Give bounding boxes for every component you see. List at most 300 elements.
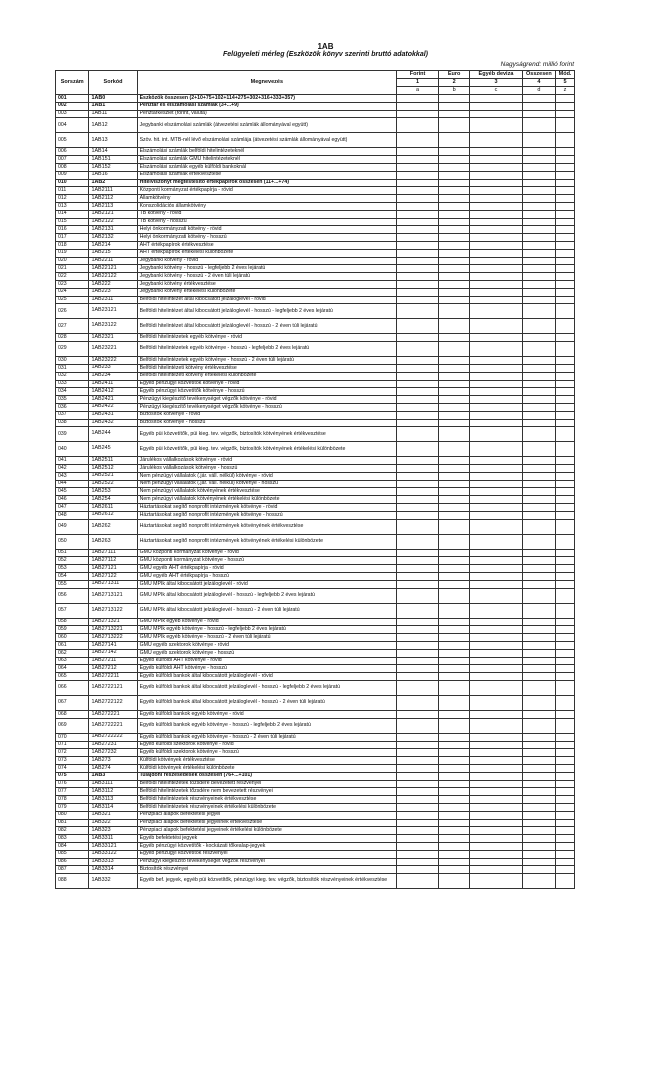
row-name: Egyéb külföldi ÁHT kötvénye - hosszú (137, 665, 397, 673)
value-euro (438, 102, 469, 110)
value-euro (438, 780, 469, 788)
table-row (56, 588, 575, 603)
row-number: 071 (56, 741, 89, 749)
value-mod (556, 296, 575, 304)
value-egyeb-deviza (470, 179, 522, 187)
value-osszesen (522, 580, 555, 588)
value-egyeb-deviza (470, 102, 522, 110)
value-mod (556, 133, 575, 148)
value-osszesen (522, 827, 555, 835)
row-number: 027 (56, 319, 89, 334)
value-forint (397, 241, 439, 249)
row-code: 1AB2432 (89, 419, 137, 427)
row-code: 1AB0 (89, 95, 137, 103)
row-number: 064 (56, 665, 89, 673)
row-code: 1AB245 (89, 442, 137, 457)
row-number: 039 (56, 427, 89, 442)
value-forint (397, 288, 439, 296)
table-row (56, 273, 575, 281)
value-forint (397, 511, 439, 519)
value-osszesen (522, 504, 555, 512)
row-name: GMU egyéb ÁHT értékpapírja - hosszú (137, 573, 397, 581)
value-forint (397, 472, 439, 480)
row-name: Belföldi hitelintézetek egyéb kötvénye - hosszú - legfeljebb 2 éves lejáratú (137, 342, 397, 357)
value-egyeb-deviza (470, 273, 522, 281)
value-osszesen (522, 549, 555, 557)
value-forint (397, 866, 439, 874)
table-row (56, 396, 575, 404)
value-egyeb-deviza (470, 733, 522, 741)
value-osszesen (522, 788, 555, 796)
value-mod (556, 319, 575, 334)
value-forint (397, 780, 439, 788)
value-mod (556, 396, 575, 404)
table-row (56, 110, 575, 118)
value-euro (438, 511, 469, 519)
row-code: 1AB151 (89, 156, 137, 164)
row-name: Jegybanki kötvény - rövid (137, 257, 397, 265)
header-sorkod: Sorkód (89, 71, 137, 95)
row-code: 1AB2 (89, 179, 137, 187)
value-osszesen (522, 265, 555, 273)
value-euro (438, 711, 469, 719)
value-forint (397, 133, 439, 148)
row-name: Háztartásokat segítő nonprofit intézmények kötvénye - hosszú (137, 511, 397, 519)
row-number: 048 (56, 511, 89, 519)
row-number: 050 (56, 534, 89, 549)
table-row (56, 179, 575, 187)
value-mod (556, 304, 575, 319)
table-row (56, 772, 575, 780)
value-egyeb-deviza (470, 788, 522, 796)
value-euro (438, 257, 469, 265)
row-number: 045 (56, 488, 89, 496)
value-mod (556, 110, 575, 118)
value-osszesen (522, 557, 555, 565)
row-code: 1AB3314 (89, 866, 137, 874)
value-mod (556, 273, 575, 281)
value-forint (397, 749, 439, 757)
row-number: 008 (56, 163, 89, 171)
row-name: Egyéb befektetési jegyek (137, 835, 397, 843)
value-forint (397, 711, 439, 719)
row-code: 1AB2131 (89, 226, 137, 234)
row-code: 1AB2211 (89, 257, 137, 265)
value-euro (438, 504, 469, 512)
value-mod (556, 342, 575, 357)
table-row (56, 741, 575, 749)
value-euro (438, 827, 469, 835)
row-number: 035 (56, 396, 89, 404)
row-code: 1AB2113 (89, 202, 137, 210)
row-name: Belföldi hitelintézetek tőzsdére bevezetett részvényei (137, 780, 397, 788)
row-number: 057 (56, 603, 89, 618)
value-mod (556, 673, 575, 681)
row-code: 1AB332 (89, 874, 137, 889)
table-row (56, 673, 575, 681)
value-egyeb-deviza (470, 642, 522, 650)
value-forint (397, 195, 439, 203)
value-egyeb-deviza (470, 202, 522, 210)
value-mod (556, 618, 575, 626)
value-euro (438, 565, 469, 573)
value-osszesen (522, 419, 555, 427)
table-row (56, 288, 575, 296)
row-code: 1AB27122 (89, 573, 137, 581)
value-mod (556, 357, 575, 365)
value-mod (556, 733, 575, 741)
row-name: Egyéb püi közvetítők, püi kieg. tev. végzők, biztosítók kötvényének értékvesztése (137, 427, 397, 442)
table-row (56, 626, 575, 634)
value-egyeb-deviza (470, 827, 522, 835)
row-code: 1AB321 (89, 811, 137, 819)
row-number: 004 (56, 118, 89, 133)
table-row (56, 850, 575, 858)
value-forint (397, 796, 439, 804)
table-row (56, 819, 575, 827)
value-mod (556, 102, 575, 110)
value-forint (397, 148, 439, 156)
value-mod (556, 772, 575, 780)
row-number: 060 (56, 634, 89, 642)
row-number: 002 (56, 102, 89, 110)
value-egyeb-deviza (470, 195, 522, 203)
table-row (56, 788, 575, 796)
row-number: 012 (56, 195, 89, 203)
value-osszesen (522, 388, 555, 396)
value-euro (438, 202, 469, 210)
value-forint (397, 549, 439, 557)
header-forint: Forint (397, 71, 439, 79)
header-row-labels (56, 71, 575, 79)
value-egyeb-deviza (470, 588, 522, 603)
value-mod (556, 195, 575, 203)
value-mod (556, 858, 575, 866)
table-row (56, 519, 575, 534)
value-mod (556, 288, 575, 296)
row-name: Egyéb külföldi bankok egyéb kötvénye - hosszú - legfeljebb 2 éves lejáratú (137, 718, 397, 733)
row-code: 1AB254 (89, 496, 137, 504)
row-code: 1AB274 (89, 765, 137, 773)
value-forint (397, 588, 439, 603)
row-number: 087 (56, 866, 89, 874)
row-name: Belföldi hitelintézeti kötvény értékelési különbözete (137, 372, 397, 380)
table-row (56, 457, 575, 465)
value-osszesen (522, 811, 555, 819)
row-number: 068 (56, 711, 89, 719)
table-row (56, 133, 575, 148)
table-row (56, 296, 575, 304)
value-egyeb-deviza (470, 696, 522, 711)
row-code: 1AB2722121 (89, 681, 137, 696)
value-mod (556, 788, 575, 796)
value-egyeb-deviza (470, 296, 522, 304)
value-euro (438, 858, 469, 866)
value-euro (438, 427, 469, 442)
row-code: 1AB272221 (89, 711, 137, 719)
value-forint (397, 442, 439, 457)
row-number: 040 (56, 442, 89, 457)
value-mod (556, 465, 575, 473)
table-row (56, 257, 575, 265)
value-egyeb-deviza (470, 496, 522, 504)
balance-sheet-table (55, 70, 575, 889)
row-code: 1AB14 (89, 148, 137, 156)
value-mod (556, 202, 575, 210)
row-code: 1AB2431 (89, 411, 137, 419)
value-osszesen (522, 618, 555, 626)
value-egyeb-deviza (470, 665, 522, 673)
table-row (56, 874, 575, 889)
row-code: 1AB13 (89, 133, 137, 148)
value-forint (397, 210, 439, 218)
value-mod (556, 218, 575, 226)
value-osszesen (522, 249, 555, 257)
table-row (56, 580, 575, 588)
value-forint (397, 273, 439, 281)
value-mod (556, 804, 575, 812)
value-osszesen (522, 372, 555, 380)
value-osszesen (522, 226, 555, 234)
value-mod (556, 226, 575, 234)
row-number: 059 (56, 626, 89, 634)
value-osszesen (522, 749, 555, 757)
value-osszesen (522, 442, 555, 457)
value-egyeb-deviza (470, 357, 522, 365)
value-osszesen (522, 304, 555, 319)
value-osszesen (522, 657, 555, 665)
value-mod (556, 534, 575, 549)
value-forint (397, 110, 439, 118)
row-number: 032 (56, 372, 89, 380)
value-osszesen (522, 257, 555, 265)
value-euro (438, 626, 469, 634)
value-egyeb-deviza (470, 241, 522, 249)
value-osszesen (522, 195, 555, 203)
table-row (56, 372, 575, 380)
value-forint (397, 804, 439, 812)
table-row (56, 472, 575, 480)
value-forint (397, 163, 439, 171)
value-egyeb-deviza (470, 757, 522, 765)
value-euro (438, 226, 469, 234)
value-egyeb-deviza (470, 850, 522, 858)
value-mod (556, 118, 575, 133)
value-mod (556, 334, 575, 342)
row-code: 1AB262 (89, 519, 137, 534)
row-name: Központi kormányzat értékpapírja - rövid (137, 187, 397, 195)
row-number: 072 (56, 749, 89, 757)
value-euro (438, 673, 469, 681)
header-number: 5 (556, 79, 575, 87)
row-number: 006 (56, 148, 89, 156)
value-euro (438, 118, 469, 133)
value-forint (397, 504, 439, 512)
value-forint (397, 179, 439, 187)
value-euro (438, 603, 469, 618)
row-number: 001 (56, 95, 89, 103)
value-forint (397, 565, 439, 573)
row-name: Államkötvény (137, 195, 397, 203)
row-code: 1AB2112 (89, 195, 137, 203)
table-row (56, 156, 575, 164)
row-number: 055 (56, 580, 89, 588)
value-osszesen (522, 480, 555, 488)
value-osszesen (522, 171, 555, 179)
value-mod (556, 403, 575, 411)
value-osszesen (522, 733, 555, 741)
row-number: 010 (56, 179, 89, 187)
value-egyeb-deviza (470, 334, 522, 342)
row-number: 033 (56, 380, 89, 388)
value-osszesen (522, 835, 555, 843)
value-egyeb-deviza (470, 749, 522, 757)
row-number: 061 (56, 642, 89, 650)
row-name: Pénzügyi kiegészítő tevékenységet végzők kötvénye - rövid (137, 396, 397, 404)
value-forint (397, 257, 439, 265)
row-number: 017 (56, 234, 89, 242)
value-mod (556, 411, 575, 419)
value-osszesen (522, 202, 555, 210)
value-euro (438, 334, 469, 342)
row-code: 1AB3113 (89, 796, 137, 804)
value-euro (438, 765, 469, 773)
value-osszesen (522, 780, 555, 788)
row-name: GMU egyéb szektorok kötvénye - rövid (137, 642, 397, 650)
value-egyeb-deviza (470, 634, 522, 642)
value-mod (556, 504, 575, 512)
value-euro (438, 163, 469, 171)
table-row (56, 696, 575, 711)
value-osszesen (522, 364, 555, 372)
row-name: Egyéb külföldi szektorok kötvénye - hosszú (137, 749, 397, 757)
row-name: Jegybanki kötvény - hosszú - legfeljebb 2 éves lejáratú (137, 265, 397, 273)
row-name: Pénzpiaci alapok befektetési jegyeinek értékvesztése (137, 819, 397, 827)
value-euro (438, 588, 469, 603)
value-egyeb-deviza (470, 156, 522, 164)
row-number: 011 (56, 187, 89, 195)
value-osszesen (522, 163, 555, 171)
row-number: 088 (56, 874, 89, 889)
row-code: 1AB234 (89, 372, 137, 380)
table-row (56, 210, 575, 218)
value-mod (556, 819, 575, 827)
row-number: 054 (56, 573, 89, 581)
value-mod (556, 372, 575, 380)
value-osszesen (522, 534, 555, 549)
value-egyeb-deviza (470, 133, 522, 148)
value-forint (397, 396, 439, 404)
value-osszesen (522, 403, 555, 411)
value-osszesen (522, 765, 555, 773)
value-euro (438, 465, 469, 473)
value-mod (556, 179, 575, 187)
row-name: Egyéb külföldi bankok által kibocsátott jelzáloglevél - hosszú - 2 éven túli lejáratú (137, 696, 397, 711)
value-mod (556, 603, 575, 618)
value-forint (397, 850, 439, 858)
row-code: 1AB3 (89, 772, 137, 780)
value-forint (397, 388, 439, 396)
value-egyeb-deviza (470, 457, 522, 465)
row-number: 056 (56, 588, 89, 603)
value-osszesen (522, 187, 555, 195)
table-row (56, 780, 575, 788)
value-forint (397, 626, 439, 634)
table-row (56, 749, 575, 757)
table-row (56, 858, 575, 866)
table-row (56, 187, 575, 195)
value-osszesen (522, 472, 555, 480)
value-euro (438, 874, 469, 889)
row-code: 1AB11 (89, 110, 137, 118)
row-code: 1AB3311 (89, 835, 137, 843)
table-row (56, 488, 575, 496)
value-euro (438, 364, 469, 372)
row-number: 075 (56, 772, 89, 780)
value-egyeb-deviza (470, 319, 522, 334)
value-euro (438, 811, 469, 819)
row-name: Elszámolási számlák GMU hitelintézeteknél (137, 156, 397, 164)
row-number: 042 (56, 465, 89, 473)
header-megnevezes: Megnevezés (137, 71, 397, 95)
value-euro (438, 319, 469, 334)
table-row (56, 388, 575, 396)
value-euro (438, 741, 469, 749)
table-row (56, 241, 575, 249)
value-forint (397, 296, 439, 304)
row-number: 005 (56, 133, 89, 148)
row-code: 1AB323 (89, 827, 137, 835)
table-row (56, 411, 575, 419)
value-osszesen (522, 210, 555, 218)
row-code: 1AB2713221 (89, 626, 137, 634)
row-name: Járulékos vállalkozások kötvénye - rövid (137, 457, 397, 465)
row-number: 083 (56, 835, 89, 843)
row-name: ÁHT értékpapírok értékvesztése (137, 241, 397, 249)
value-forint (397, 534, 439, 549)
row-name: Elszámolási számlák értékvesztése (137, 171, 397, 179)
table-row (56, 265, 575, 273)
report-subtitle: Felügyeleti mérleg (Eszközök könyv szerinti bruttó adatokkal) (223, 51, 428, 58)
value-egyeb-deviza (470, 304, 522, 319)
row-number: 063 (56, 657, 89, 665)
value-forint (397, 465, 439, 473)
table-row (56, 465, 575, 473)
row-name: GMU MPIk által kibocsátott jelzáloglevél - hosszú - 2 éven túli lejáratú (137, 603, 397, 618)
value-euro (438, 496, 469, 504)
value-forint (397, 665, 439, 673)
value-euro (438, 179, 469, 187)
table-row (56, 796, 575, 804)
row-code: 1AB2522 (89, 480, 137, 488)
table-row (56, 835, 575, 843)
row-code: 1AB2611 (89, 504, 137, 512)
value-euro (438, 296, 469, 304)
value-egyeb-deviza (470, 858, 522, 866)
row-code: 1AB3313 (89, 858, 137, 866)
value-mod (556, 811, 575, 819)
value-osszesen (522, 457, 555, 465)
row-code: 1AB3111 (89, 780, 137, 788)
value-mod (556, 457, 575, 465)
row-code: 1AB215 (89, 249, 137, 257)
value-euro (438, 642, 469, 650)
value-mod (556, 866, 575, 874)
value-osszesen (522, 488, 555, 496)
row-name: GMU MPIk által kibocsátott jelzáloglevél - rövid (137, 580, 397, 588)
value-mod (556, 380, 575, 388)
unit-note: Nagyságrend: millió forint (500, 61, 574, 68)
